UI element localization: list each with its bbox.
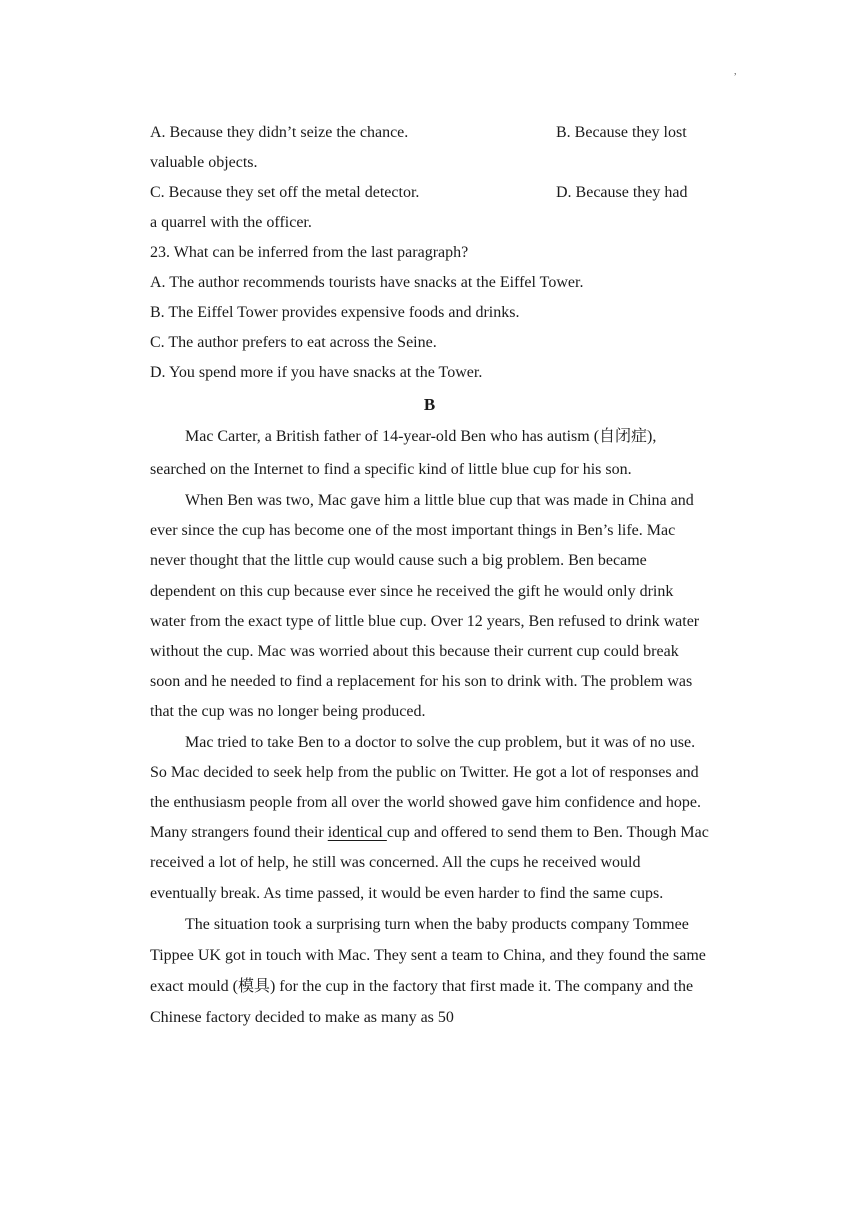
paragraph-3-text-before: Mac tried to take Ben to a doctor to solve the cup problem, but it was of no use. So Mac decided to seek help from the public on Twitter. He got a lot of responses and the enthusiasm people from all over the world showed gave him confidence and hope. Many strangers found their — [150, 733, 701, 842]
page-mark: , — [734, 66, 737, 77]
question-23-option-c: C. The author prefers to eat across the Seine. — [150, 334, 437, 351]
options-row-cd — [150, 178, 710, 208]
section-heading: B — [423, 395, 436, 414]
option-c: C. Because they set off the metal detector. — [150, 184, 420, 201]
options-row-ab — [150, 118, 710, 148]
passage-paragraph-2: When Ben was two, Mac gave him a little blue cup that was made in China and ever since the cup has become one of the most important things in Ben’s life. Mac never thought that the little cup would cause such a big problem. Ben became dependent on this cup because ever since he received the gift he would only drink water from the exact type of little blue cup. Over 12 years, Ben refused to drink water without the cup. Mac was worried about this because their current cup could break soon and he needed to find a replacement for his son to drink with. The problem was that the cup was no longer being produced. — [150, 492, 700, 721]
page-content — [150, 118, 710, 1033]
option-d-start: D. Because they had — [556, 184, 688, 201]
question-23-option-b: B. The Eiffel Tower provides expensive foods and drinks. — [150, 304, 520, 321]
question-23-option-a: A. The author recommends tourists have snacks at the Eiffel Tower. — [150, 274, 584, 291]
passage-paragraph-4: The situation took a surprising turn when the baby products company Tommee Tippee UK got in touch with Mac. They sent a team to China, and they found the same exact mould (模具) for the cup in the factory that first made it. The company and the Chinese factory decided to make as many as 50 — [150, 915, 706, 1026]
paragraph-3-text-after: cup and offered to send them to Ben. Though Mac received a lot of help, he still was concerned. All the cups he received would eventually break. As time passed, it would be even harder to find the same cups. — [150, 824, 709, 902]
option-a: A. Because they didn’t seize the chance. — [150, 124, 409, 141]
question-23 — [150, 238, 710, 388]
option-b-start: B. Because they lost — [556, 124, 687, 141]
underlined-word-identical: identical — [327, 824, 387, 842]
option-d-end: a quarrel with the officer. — [150, 214, 312, 231]
passage-paragraph-3 — [150, 728, 710, 909]
question-23-text: 23. What can be inferred from the last paragraph? — [150, 244, 469, 261]
question-23-option-d: D. You spend more if you have snacks at the Tower. — [150, 364, 483, 381]
option-b-end: valuable objects. — [150, 154, 258, 171]
passage-paragraph-1: Mac Carter, a British father of 14-year-old Ben who has autism (自闭症), searched on the Internet to find a specific kind of little blue cup for his son. — [150, 428, 657, 478]
question-22-options — [150, 118, 710, 238]
